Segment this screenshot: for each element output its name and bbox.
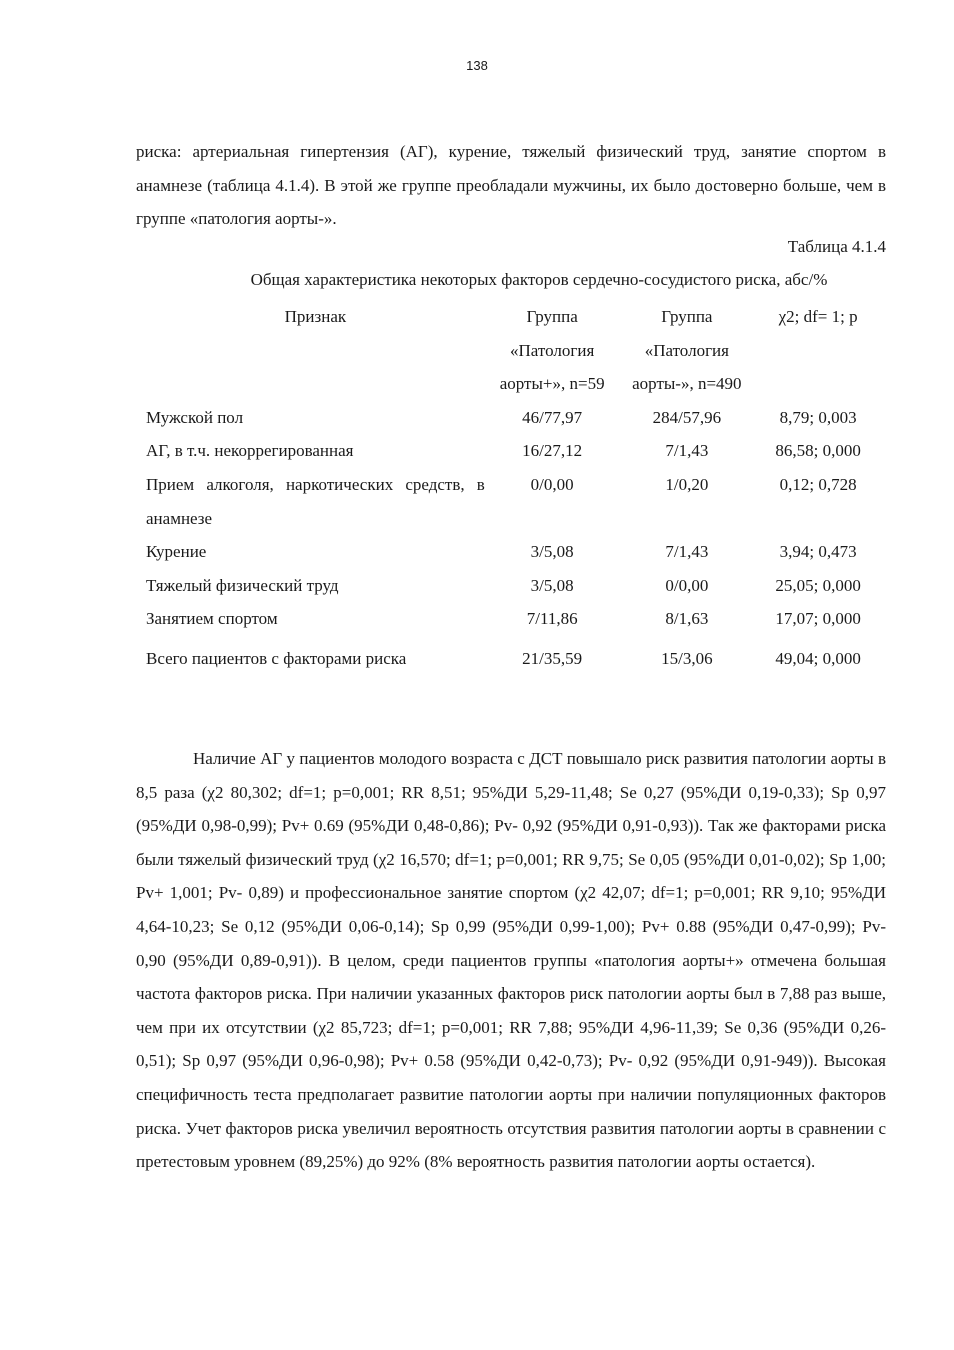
row-minus: 15/3,06 xyxy=(661,648,713,668)
row-plus: 16/27,12 xyxy=(522,441,583,461)
row-plus: 0/0,00 xyxy=(530,474,574,494)
table-title: Общая характеристика некоторых факторов сердечно-сосудистого риска, абс/% xyxy=(250,270,828,289)
table-body xyxy=(136,401,882,676)
table-row-total xyxy=(136,642,882,676)
table-row xyxy=(136,434,882,468)
row-stat: 86,58; 0,000 xyxy=(775,441,861,461)
row-feature: Всего пациентов с факторами риска xyxy=(146,648,407,668)
table-header xyxy=(136,300,882,401)
table-row xyxy=(136,569,882,603)
row-feature: Мужской пол xyxy=(146,407,244,427)
header-feature: Признак xyxy=(284,307,347,326)
row-plus: 3/5,08 xyxy=(530,575,574,595)
row-stat: 49,04; 0,000 xyxy=(775,648,861,668)
row-feature: АГ, в т.ч. некоррегированная xyxy=(146,441,354,461)
row-minus: 0/0,00 xyxy=(665,575,709,595)
row-feature: Занятием спортом xyxy=(146,609,278,629)
table-row xyxy=(136,401,882,435)
table-row xyxy=(136,535,882,569)
row-feature: Прием алкоголя, наркотических средств, в анамнезе xyxy=(146,474,485,528)
row-plus: 46/77,97 xyxy=(522,407,583,427)
body-paragraph: Наличие АГ у пациентов молодого возраста с ДСТ повышало риск развития патологии аорты в 8,5 раза (χ2 80,302; df=1; p=0,001; RR 8,51; 95%ДИ 5,29-11,48; Se 0,27 (95%ДИ 0,19-0,33); Sp 0,97 (95%ДИ 0,98-0,99); Pv+ 0.69 (95%ДИ 0,48-0,86); Pv- 0,92 (95%ДИ 0,91-0,93)). Так же факторами риска были тяжелый физический труд (χ2 16,570; df=1; p=0,001; RR 9,75; Se 0,05 (95%ДИ 0,01-0,02); Sp 1,00; Pv+ 1,001; Pv- 0,89) и профессиональное занятие спортом (χ2 42,07; df=1; p=0,001; RR 9,10; 95%ДИ 4,64-10,23; Se 0,12 (95%ДИ 0,06-0,14); Sp 0,99 (95%ДИ 0,99-1,00); Pv+ 0.88 (95%ДИ 0,47-0,99); Pv- 0,90 (95%ДИ 0,89-0,91)). В целом, среди пациентов группы «патология аорты+» отмечена большая частота факторов риска. При наличии указанных факторов риск патологии аорты был в 7,88 раз выше, чем при их отсутствии (χ2 85,723; df=1; p=0,001; RR 7,88; 95%ДИ 4,96-11,39; Se 0,36 (95%ДИ 0,26-0,51); Sp 0,97 (95%ДИ 0,96-0,98); Pv+ 0.58 (95%ДИ 0,42-0,73); Pv- 0,92 (95%ДИ 0,91-949)). Высокая специфичность теста предполагает развитие патологии аорты при наличии популяционных факторов риска. Учет факторов риска увеличил вероятность отсутствия развития патологии аорты в сравнении с претестовым уровнем (89,25%) до 92% (8% вероятность развития патологии аорты остается). xyxy=(136,749,886,1172)
header-stat: χ2; df= 1; p xyxy=(778,307,858,326)
row-minus: 7/1,43 xyxy=(665,441,709,461)
header-group-minus: Группа «Патология аорты-», n=490 xyxy=(632,307,742,394)
row-stat: 17,07; 0,000 xyxy=(775,609,861,629)
page-number: 138 xyxy=(466,58,488,73)
row-feature: Курение xyxy=(146,542,207,562)
row-minus: 1/0,20 xyxy=(665,474,709,494)
risk-factors-table xyxy=(136,300,882,676)
row-minus: 8/1,63 xyxy=(665,609,709,629)
row-plus: 7/11,86 xyxy=(526,609,578,629)
header-group-plus: Группа «Патология аорты+», n=59 xyxy=(499,307,605,394)
row-feature: Тяжелый физический труд xyxy=(146,575,339,595)
table-label: Таблица 4.1.4 xyxy=(787,237,886,256)
row-minus: 7/1,43 xyxy=(665,542,709,562)
row-plus: 21/35,59 xyxy=(522,648,583,668)
row-minus: 284/57,96 xyxy=(652,407,722,427)
table-row xyxy=(136,602,882,636)
table-row xyxy=(136,468,882,535)
row-stat: 25,05; 0,000 xyxy=(775,575,861,595)
row-stat: 0,12; 0,728 xyxy=(779,474,857,494)
row-stat: 8,79; 0,003 xyxy=(779,407,857,427)
intro-paragraph: риска: артериальная гипертензия (АГ), курение, тяжелый физический труд, занятие спортом в анамнезе (таблица 4.1.4). В этой же группе преобладали мужчины, их было достоверно больше, чем в группе «патология аорты-». xyxy=(136,142,886,229)
row-stat: 3,94; 0,473 xyxy=(779,542,857,562)
row-plus: 3/5,08 xyxy=(530,542,574,562)
